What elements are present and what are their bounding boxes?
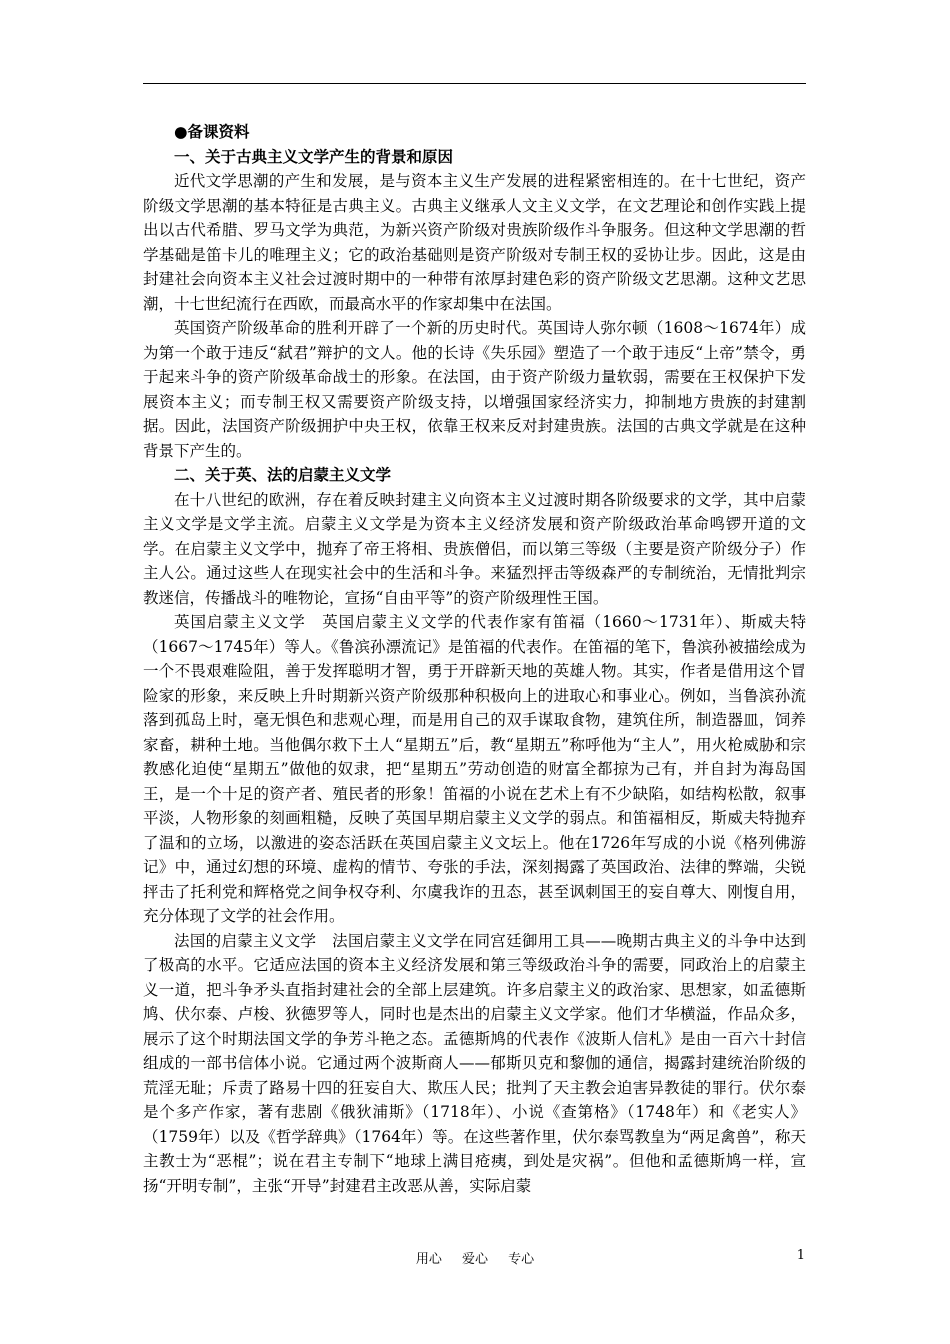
header-rule [143,83,806,84]
footer-motto-1: 用心 [415,1252,442,1267]
page-footer [0,1248,950,1268]
footer-motto-2: 爱心 [461,1252,488,1267]
section-2-paragraph-2: 英国启蒙主义文学 英国启蒙主义文学的代表作家有笛福（1660～1731年）、斯威夫特（1667～1745年）等人。《鲁滨孙漂流记》是笛福的代表作。在笛福的笔下，鲁滨孙被描绘成为一个不畏艰难险阻，善于发挥聪明才智，勇于开辟新天地的英雄人物。其实，作者是借用这个冒险家的形象，来反映上升时期新兴资产阶级那种积极向上的进取心和事业心。例如，当鲁滨孙流落到孤岛上时，毫无惧色和悲观心理，而是用自己的双手谋取食物，建筑住所，制造器皿，饲养家畜，耕种土地。当他偶尔救下土人“星期五”后，教“星期五”称呼他为“主人”，用火枪威胁和宗教感化迫使“星期五”做他的奴隶，把“星期五”劳动创造的财富全都掠为己有，并自封为海岛国王，是一个十足的资产者、殖民者的形象！笛福的小说在艺术上有不少缺陷，如结构松散，叙事平淡，人物形象的刻画粗糙，反映了英国早期启蒙主义文学的弱点。和笛福相反，斯威夫特抛弃了温和的立场，以激进的姿态活跃在英国启蒙主义文坛上。他在1726年写成的小说《格列佛游记》中，通过幻想的环境、虚构的情节、夸张的手法，深刻揭露了英国政治、法律的弊端，尖锐抨击了托利党和辉格党之间争权夺利、尔虞我诈的丑态，甚至讽刺国王的妄自尊大、刚愎自用，充分体现了文学的社会作用。 [143,613,806,925]
section-2-paragraph-1: 在十八世纪的欧洲，存在着反映封建主义向资本主义过渡时期各阶级要求的文学，其中启蒙主义文学是文学主流。启蒙主义文学是为资本主义经济发展和资产阶级政治革命鸣锣开道的文学。在启蒙主义文学中，抛弃了帝王将相、贵族僧侣，而以第三等级（主要是资产阶级分子）作主人公。通过这些人在现实社会中的生活和斗争。来猛烈抨击等级森严的专制统治，无情批判宗教迷信，传播战斗的唯物论，宣扬“自由平等”的资产阶级理性王国。 [143,490,806,607]
document-body [143,120,806,1198]
page-number: 1 [796,1248,805,1263]
section-1-paragraph-2: 英国资产阶级革命的胜利开辟了一个新的历史时代。英国诗人弥尔顿（1608～1674年）成为第一个敢于违反“弑君”辩护的文人。他的长诗《失乐园》塑造了一个敢于违反“上帝”禁令，勇于起来斗争的资产阶级革命战士的形象。在法国，由于资产阶级力量软弱，需要在王权保护下发展资本主义；而专制王权又需要资产阶级支持，以增强国家经济实力，抑制地方贵族的封建割据。因此，法国资产阶级拥护中央王权，依靠王权来反对封建贵族。法国的古典文学就是在这种背景下产生的。 [143,319,806,460]
footer-motto-3: 专心 [508,1252,535,1267]
section-2-paragraph-3: 法国的启蒙主义文学 法国启蒙主义文学在同宫廷御用工具——晚期古典主义的斗争中达到了极高的水平。它适应法国的资本主义经济发展和第三等级政治斗争的需要，同政治上的启蒙主义一道，把斗争矛头直指封建社会的全部上层建筑。许多启蒙主义的政治家、思想家，如孟德斯鸠、伏尔泰、卢梭、狄德罗等人，同时也是杰出的启蒙主义文学家。他们才华横溢，作品众多，展示了这个时期法国文学的争芳斗艳之态。孟德斯鸠的代表作《波斯人信札》是由一百六十封信组成的一部书信体小说。它通过两个波斯商人——郁斯贝克和黎伽的通信，揭露封建统治阶级的荒淫无耻；斥责了路易十四的狂妄自大、欺压人民；批判了天主教会迫害异教徒的罪行。伏尔泰是个多产作家，著有悲剧《俄狄浦斯》（1718年）、小说《查第格》（1748年）和《老实人》（1759年）以及《哲学辞典》（1764年）等。在这些著作里，伏尔泰骂教皇为“两足禽兽”，称天主教士为“恶棍”；说在君主专制下“地球上满目疮痍，到处是灾祸”。但他和孟德斯鸠一样，宣扬“开明专制”，主张“开导”封建君主改恶从善，实际启蒙 [143,931,806,1195]
footer-motto [0,1248,950,1267]
section-2-title: 二、关于英、法的启蒙主义文学 [174,465,392,484]
section-1-title: 一、关于古典主义文学产生的背景和原因 [174,146,454,166]
document-heading: ●备课资料 [174,122,250,141]
section-1-paragraph-1: 近代文学思潮的产生和发展，是与资本主义生产发展的进程紧密相连的。在十七世纪，资产阶级文学思潮的基本特征是古典主义。古典主义继承人文主义文学，在文艺理论和创作实践上提出以古代希腊、罗马文学为典范，为新兴资产阶级对贵族阶级作斗争服务。但这种文学思潮的哲学基础是笛卡儿的唯理主义；它的政治基础则是资产阶级对专制王权的妥协让步。因此，这是由封建社会向资本主义社会过渡时期中的一种带有浓厚封建色彩的资产阶级文艺思潮。这种文艺思潮，十七世纪流行在西欧，而最高水平的作家却集中在法国。 [143,172,806,313]
